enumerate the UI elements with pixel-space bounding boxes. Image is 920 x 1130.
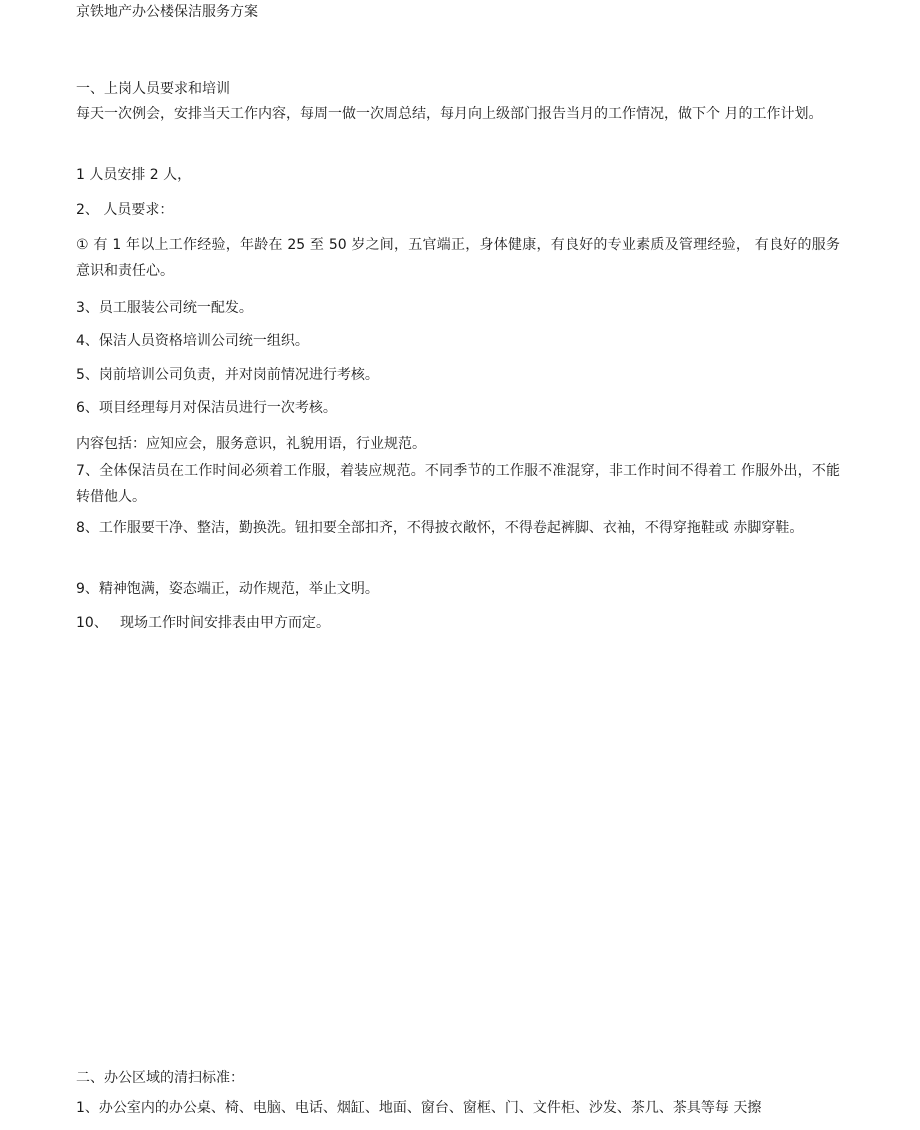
section-1-intro: 每天一次例会，安排当天工作内容，每周一做一次周总结，每月向上级部门报告当月的工作情况，做下个 月的工作计划。: [76, 106, 823, 122]
item-8-uniform-care: 8、工作服要干净、整洁，勤换洗。钮扣要全部扣齐，不得披衣敞怀，不得卷起裤脚、衣袖，不得穿拖鞋或 赤脚穿鞋。: [76, 520, 804, 536]
item-4-training: 4、保洁人员资格培训公司统一组织。: [76, 333, 309, 349]
item-6-monthly-assessment: 6、项目经理每月对保洁员进行一次考核。: [76, 400, 337, 416]
section-2-item-1-office-cleaning: 1、办公室内的办公桌、椅、电脑、电话、烟缸、地面、窗台、窗框、门、文件柜、沙发、茶几、茶具等每 天擦: [76, 1100, 762, 1116]
section-1-heading: 一、上岗人员要求和培训: [76, 81, 230, 97]
assessment-content-note: 内容包括：应知应会，服务意识，礼貌用语，行业规范。: [76, 436, 426, 452]
item-10-text: 现场工作时间安排表由甲方而定。: [120, 615, 330, 631]
item-3-uniform: 3、员工服装公司统一配发。: [76, 300, 253, 316]
item-10-number: 10、: [76, 615, 108, 631]
section-2-heading: 二、办公区域的清扫标准：: [76, 1070, 244, 1086]
item-1-staffing: 1 人员安排 2 人，: [76, 167, 192, 183]
item-2-requirements: 2、 人员要求：: [76, 202, 174, 218]
item-5-pre-job-training: 5、岗前培训公司负责，并对岗前情况进行考核。: [76, 367, 379, 383]
item-7-dress-code: 7、全体保洁员在工作时间必须着工作服，着装应规范。不同季节的工作服不准混穿，非工作时间不得着工 作服外出，不能转借他人。: [76, 463, 840, 505]
document-title: 京铁地产办公楼保洁服务方案: [76, 4, 258, 20]
item-2-sub-1-qualifications: ① 有 1 年以上工作经验，年龄在 25 至 50 岁之间，五官端正，身体健康，有良好的专业素质及管理经验， 有良好的服务意识和责任心。: [76, 237, 840, 279]
item-9-demeanor: 9、精神饱满，姿态端正，动作规范，举止文明。: [76, 581, 379, 597]
item-10-schedule: [76, 610, 840, 636]
